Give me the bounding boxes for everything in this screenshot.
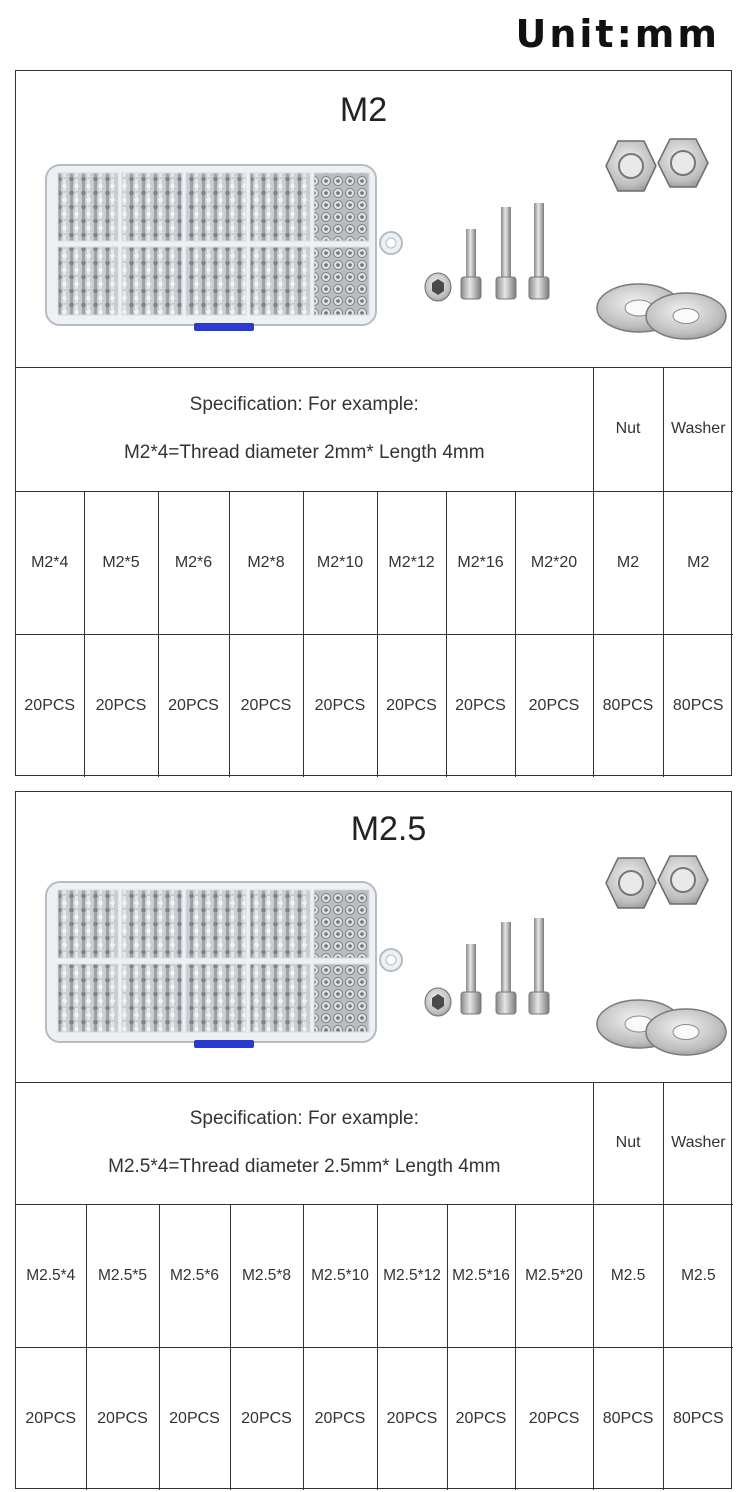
washer-header: Washer (663, 367, 733, 491)
quantity-cell: 20PCS (159, 1347, 230, 1490)
m2-section (15, 70, 732, 776)
size-cell: M2*4 (16, 491, 84, 634)
size-cell: M2.5*5 (86, 1204, 159, 1347)
size-cell: M2*20 (515, 491, 593, 634)
size-cell: M2*16 (446, 491, 515, 634)
size-row (16, 1204, 733, 1347)
socket-screws-image (416, 914, 566, 1024)
size-cell: M2*5 (84, 491, 158, 634)
section-title: M2 (339, 91, 388, 129)
size-cell: M2*12 (377, 491, 446, 634)
quantity-cell: 20PCS (515, 634, 593, 777)
m2-5-spec-table (16, 1082, 733, 1490)
quantity-cell: 20PCS (16, 634, 84, 777)
assortment-box-image (44, 163, 404, 333)
size-cell: M2.5*10 (303, 1204, 377, 1347)
flat-washers-image (591, 992, 731, 1062)
size-cell: M2.5*4 (16, 1204, 86, 1347)
unit-label: Unit:mm (515, 12, 720, 56)
quantity-cell: 20PCS (86, 1347, 159, 1490)
section-title: M2.5 (350, 810, 427, 848)
m2-5-section (15, 791, 732, 1489)
size-cell: M2*6 (158, 491, 229, 634)
size-cell: M2.5 (663, 1204, 733, 1347)
quantity-cell: 20PCS (16, 1347, 86, 1490)
quantity-cell: 20PCS (377, 634, 446, 777)
size-cell: M2.5 (593, 1204, 663, 1347)
quantity-cell: 20PCS (84, 634, 158, 777)
spec-line-1: Specification: For example: (189, 1107, 419, 1129)
quantity-cell: 20PCS (377, 1347, 447, 1490)
quantity-row (16, 634, 733, 777)
quantity-cell: 20PCS (230, 1347, 303, 1490)
quantity-cell: 20PCS (158, 634, 229, 777)
m2-spec-table (16, 367, 733, 777)
nut-header: Nut (593, 1082, 663, 1204)
washer-header: Washer (663, 1082, 733, 1204)
spec-line-1: Specification: For example: (189, 393, 419, 415)
size-cell: M2*10 (303, 491, 377, 634)
hex-nuts-image (596, 848, 716, 918)
quantity-cell: 20PCS (303, 634, 377, 777)
nut-header: Nut (593, 367, 663, 491)
hex-nuts-image (596, 131, 716, 201)
spec-description (16, 1082, 593, 1204)
quantity-cell: 80PCS (663, 1347, 733, 1490)
m2-product-photo (16, 71, 731, 368)
size-row (16, 491, 733, 634)
socket-screws-image (416, 199, 566, 309)
assortment-box-image (44, 880, 404, 1050)
spec-description (16, 367, 593, 491)
quantity-cell: 80PCS (593, 634, 663, 777)
quantity-cell: 20PCS (515, 1347, 593, 1490)
flat-washers-image (591, 276, 731, 346)
size-cell: M2.5*20 (515, 1204, 593, 1347)
size-cell: M2.5*12 (377, 1204, 447, 1347)
quantity-cell: 20PCS (303, 1347, 377, 1490)
spec-line-2: M2*4=Thread diameter 2mm* Length 4mm (123, 441, 485, 463)
quantity-cell: 20PCS (447, 1347, 515, 1490)
quantity-cell: 80PCS (663, 634, 733, 777)
size-cell: M2.5*8 (230, 1204, 303, 1347)
size-cell: M2 (663, 491, 733, 634)
quantity-cell: 80PCS (593, 1347, 663, 1490)
size-cell: M2 (593, 491, 663, 634)
size-cell: M2.5*6 (159, 1204, 230, 1347)
size-cell: M2.5*16 (447, 1204, 515, 1347)
size-cell: M2*8 (229, 491, 303, 634)
quantity-cell: 20PCS (229, 634, 303, 777)
quantity-row (16, 1347, 733, 1490)
quantity-cell: 20PCS (446, 634, 515, 777)
m2-5-product-photo (16, 792, 731, 1083)
spec-line-2: M2.5*4=Thread diameter 2.5mm* Length 4mm (108, 1155, 501, 1177)
